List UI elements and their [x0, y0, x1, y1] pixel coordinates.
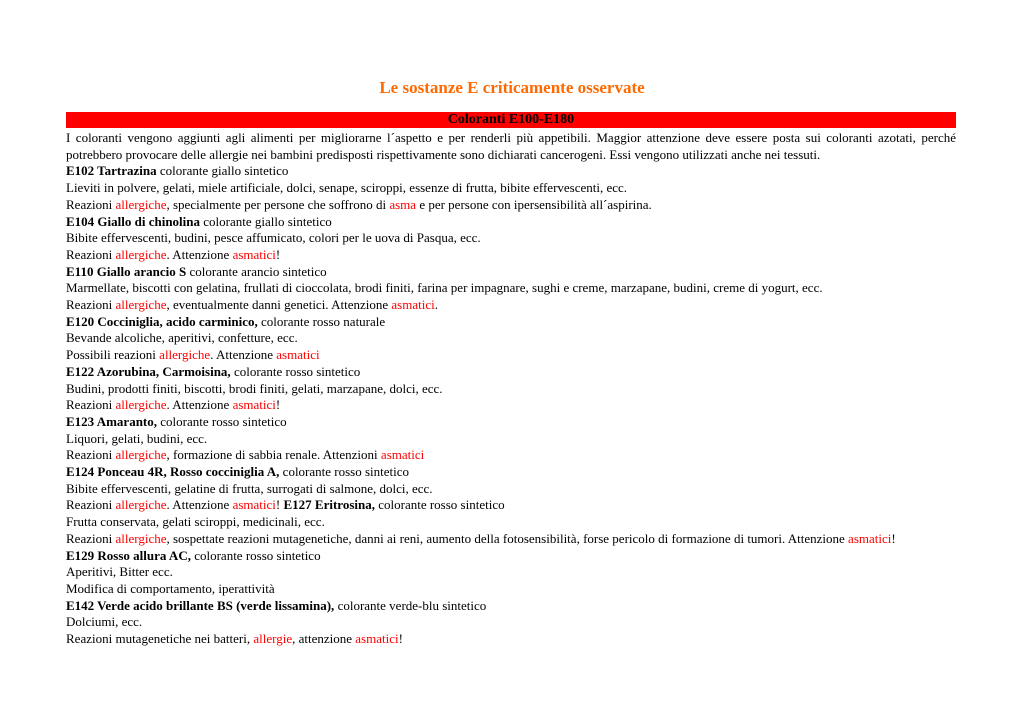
text-line	[66, 631, 956, 648]
line-text: Frutta conservata, gelati sciroppi, medicinali, ecc.	[66, 514, 325, 530]
text-line	[66, 431, 956, 448]
highlighted-term: asmatici	[380, 447, 425, 463]
text-line	[66, 314, 956, 331]
highlighted-term: allergie	[253, 631, 293, 647]
line-text: e per persone con ipersensibilità all´aspirina.	[416, 196, 652, 212]
highlighted-term: allergiche	[115, 397, 167, 413]
line-text: Reazioni	[66, 497, 116, 513]
line-text: , formazione di sabbia renale. Attenzioni	[166, 447, 381, 463]
text-line	[66, 548, 956, 565]
line-text: colorante rosso sintetico	[279, 464, 410, 480]
line-text: colorante rosso naturale	[257, 313, 386, 329]
line-text: Reazioni mutagenetiche nei batteri,	[66, 631, 254, 647]
text-line	[66, 397, 956, 414]
highlighted-term: allergiche	[115, 196, 167, 212]
line-text: Reazioni	[66, 447, 116, 463]
text-line	[66, 364, 956, 381]
line-text: Aperitivi, Bitter ecc.	[66, 564, 173, 580]
text-line	[66, 464, 956, 481]
line-text: Modifica di comportamento, iperattività	[66, 580, 275, 596]
text-line	[66, 514, 956, 531]
line-text: colorante rosso sintetico	[230, 363, 361, 379]
text-line	[66, 264, 956, 281]
additive-entries	[66, 163, 956, 647]
line-text: , sospettate reazioni mutagenetiche, danni ai reni, aumento della fotosensibilità, forse pericolo di formazione di tumori. Attenzione	[166, 530, 849, 546]
additive-name: E122 Azorubina, Carmoisina,	[66, 363, 231, 379]
line-text: , specialmente per persone che soffrono di	[166, 196, 390, 212]
highlighted-term: asmatici	[848, 530, 892, 546]
document-body	[66, 130, 956, 648]
text-line	[66, 214, 956, 231]
line-text: colorante giallo sintetico	[156, 163, 289, 179]
highlighted-term: asmatici	[391, 297, 435, 313]
highlighted-term: allergiche	[115, 246, 167, 262]
text-line	[66, 614, 956, 631]
highlighted-term: allergiche	[115, 530, 167, 546]
line-text: !	[275, 497, 284, 513]
highlighted-term: asmatici	[232, 397, 276, 413]
text-line	[66, 330, 956, 347]
additive-name: E142 Verde acido brillante BS (verde lissamina),	[66, 597, 335, 613]
highlighted-term: asmatici	[232, 497, 276, 513]
line-text: Bibite effervescenti, budini, pesce affumicato, colori per le uova di Pasqua, ecc.	[66, 230, 481, 246]
highlighted-term: asmatici	[232, 246, 276, 262]
line-text: colorante rosso sintetico	[374, 497, 505, 513]
line-text: colorante rosso sintetico	[190, 547, 321, 563]
line-text: Reazioni	[66, 246, 116, 262]
line-text: . Attenzione	[210, 347, 277, 363]
line-text: Reazioni	[66, 297, 116, 313]
highlighted-term: allergiche	[159, 347, 211, 363]
line-text: , eventualmente danni genetici. Attenzione	[166, 297, 392, 313]
text-line	[66, 180, 956, 197]
text-line	[66, 447, 956, 464]
highlighted-term: asma	[389, 196, 417, 212]
line-text: Marmellate, biscotti con gelatina, frullati di cioccolata, brodi finiti, farina per impagnare, sughi e creme, marzapane, budini, creme di yogurt, ecc.	[66, 280, 823, 296]
line-text: !	[398, 631, 403, 647]
line-text: colorante verde-blu sintetico	[334, 597, 487, 613]
additive-name: E129 Rosso allura AC,	[66, 547, 191, 563]
line-text: . Attenzione	[166, 397, 233, 413]
highlighted-term: asmatici	[276, 347, 320, 363]
text-line	[66, 381, 956, 398]
text-line	[66, 531, 956, 548]
line-text: !	[275, 397, 281, 413]
line-text: Reazioni	[66, 196, 116, 212]
line-text: . Attenzione	[166, 246, 233, 262]
additive-name: E110 Giallo arancio S	[66, 263, 187, 279]
additive-name: E120 Cocciniglia, acido carminico,	[66, 313, 258, 329]
section-heading-text: Coloranti E100-E180	[447, 112, 575, 127]
line-text: Budini, prodotti finiti, biscotti, brodi finiti, gelati, marzapane, dolci, ecc.	[66, 380, 443, 396]
highlighted-term: allergiche	[115, 297, 167, 313]
additive-name: E102 Tartrazina	[66, 163, 157, 179]
text-line	[66, 564, 956, 581]
line-text: Liquori, gelati, budini, ecc.	[66, 430, 208, 446]
additive-name: E123 Amaranto,	[66, 413, 157, 429]
additive-name: E124 Ponceau 4R, Rosso cocciniglia A,	[66, 464, 280, 480]
text-line	[66, 581, 956, 598]
text-line	[66, 247, 956, 264]
section-heading-banner	[66, 112, 956, 128]
line-text: Reazioni	[66, 530, 116, 546]
text-line	[66, 297, 956, 314]
text-line	[66, 230, 956, 247]
text-line	[66, 414, 956, 431]
line-text: .	[434, 297, 438, 313]
text-line	[66, 481, 956, 498]
highlighted-term: asmatici	[355, 631, 399, 647]
additive-name: E127 Eritrosina,	[283, 497, 375, 513]
line-text: !	[275, 246, 281, 262]
line-text: , attenzione	[292, 631, 356, 647]
text-line	[66, 598, 956, 615]
highlighted-term: allergiche	[115, 447, 167, 463]
intro-paragraph: I coloranti vengono aggiunti agli alimenti per migliorarne l´aspetto e per renderli più appetibili. Maggior attenzione deve essere posta sui coloranti azotati, perché potrebbero provocare delle allergie nei bambini predisposti rispettivamente sono dichiarati cancerogeni. Essi vengono utilizzati anche nei tessuti.	[66, 130, 956, 162]
line-text: colorante giallo sintetico	[200, 213, 332, 229]
page-title: Le sostanze E criticamente osservate	[379, 78, 645, 98]
text-line	[66, 347, 956, 364]
line-text: Bibite effervescenti, gelatine di frutta, surrogati di salmone, dolci, ecc.	[66, 480, 433, 496]
line-text: !	[891, 530, 896, 546]
text-line	[66, 197, 956, 214]
highlighted-term: allergiche	[115, 497, 167, 513]
text-line	[66, 497, 956, 514]
additive-name: E104 Giallo di chinolina	[66, 213, 201, 229]
line-text: Bevande alcoliche, aperitivi, confetture, ecc.	[66, 330, 298, 346]
line-text: colorante arancio sintetico	[186, 263, 327, 279]
line-text: Possibili reazioni	[66, 347, 160, 363]
line-text: Reazioni	[66, 397, 116, 413]
line-text: colorante rosso sintetico	[157, 413, 287, 429]
line-text: . Attenzione	[166, 497, 233, 513]
text-line	[66, 163, 956, 180]
line-text: Dolciumi, ecc.	[66, 614, 143, 630]
line-text: Lieviti in polvere, gelati, miele artificiale, dolci, senape, sciroppi, essenze di frutta, bibite effervescenti, ecc.	[66, 180, 628, 196]
text-line	[66, 280, 956, 297]
